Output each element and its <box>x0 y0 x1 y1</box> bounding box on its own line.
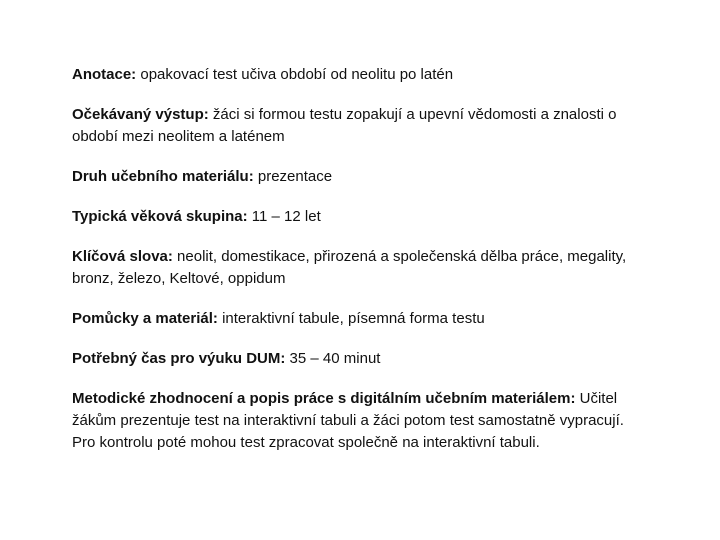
entry-label: Očekávaný výstup: <box>72 106 209 123</box>
entry-text: interaktivní tabule, písemná forma testu <box>217 310 485 327</box>
entry-klicova-slova <box>72 246 642 290</box>
entry-label: Metodické zhodnocení a popis práce s digitálním učebním materiálem: <box>72 390 576 407</box>
entry-label: Anotace: <box>72 66 137 83</box>
entry-label: Druh učebního materiálu: <box>72 168 254 185</box>
entry-text: prezentace <box>253 168 333 185</box>
entry-anotace <box>72 64 642 86</box>
entry-text: 11 – 12 let <box>247 208 321 225</box>
entry-pomucky <box>72 308 642 330</box>
slide-content <box>72 64 642 472</box>
entry-label: Klíčová slova: <box>72 248 173 265</box>
entry-text: žáci si formou testu zopakují a upevní vědomosti a znalosti o období mezi neolitem a laténem <box>72 106 617 145</box>
entry-metodicke-zhodnoceni <box>72 388 642 454</box>
entry-label: Pomůcky a materiál: <box>72 310 218 327</box>
entry-text: 35 – 40 minut <box>285 350 381 367</box>
entry-label: Potřebný čas pro výuku DUM: <box>72 350 286 367</box>
entry-druh-materialu <box>72 166 642 188</box>
entry-cas <box>72 348 642 370</box>
entry-ocekavany-vystup <box>72 104 642 148</box>
entry-vekova-skupina <box>72 206 642 228</box>
entry-text: neolit, domestikace, přirozená a společenská dělba práce, megality, bronz, železo, Keltové, oppidum <box>72 248 627 287</box>
entry-label: Typická věková skupina: <box>72 208 248 225</box>
entry-text: Učitel žákům prezentuje test na interaktivní tabuli a žáci potom test samostatně vypracují. Pro kontrolu poté mohou test zpracovat společně na interaktivní tabuli. <box>72 390 624 451</box>
entry-text: opakovací test učiva období od neolitu po latén <box>136 66 454 83</box>
